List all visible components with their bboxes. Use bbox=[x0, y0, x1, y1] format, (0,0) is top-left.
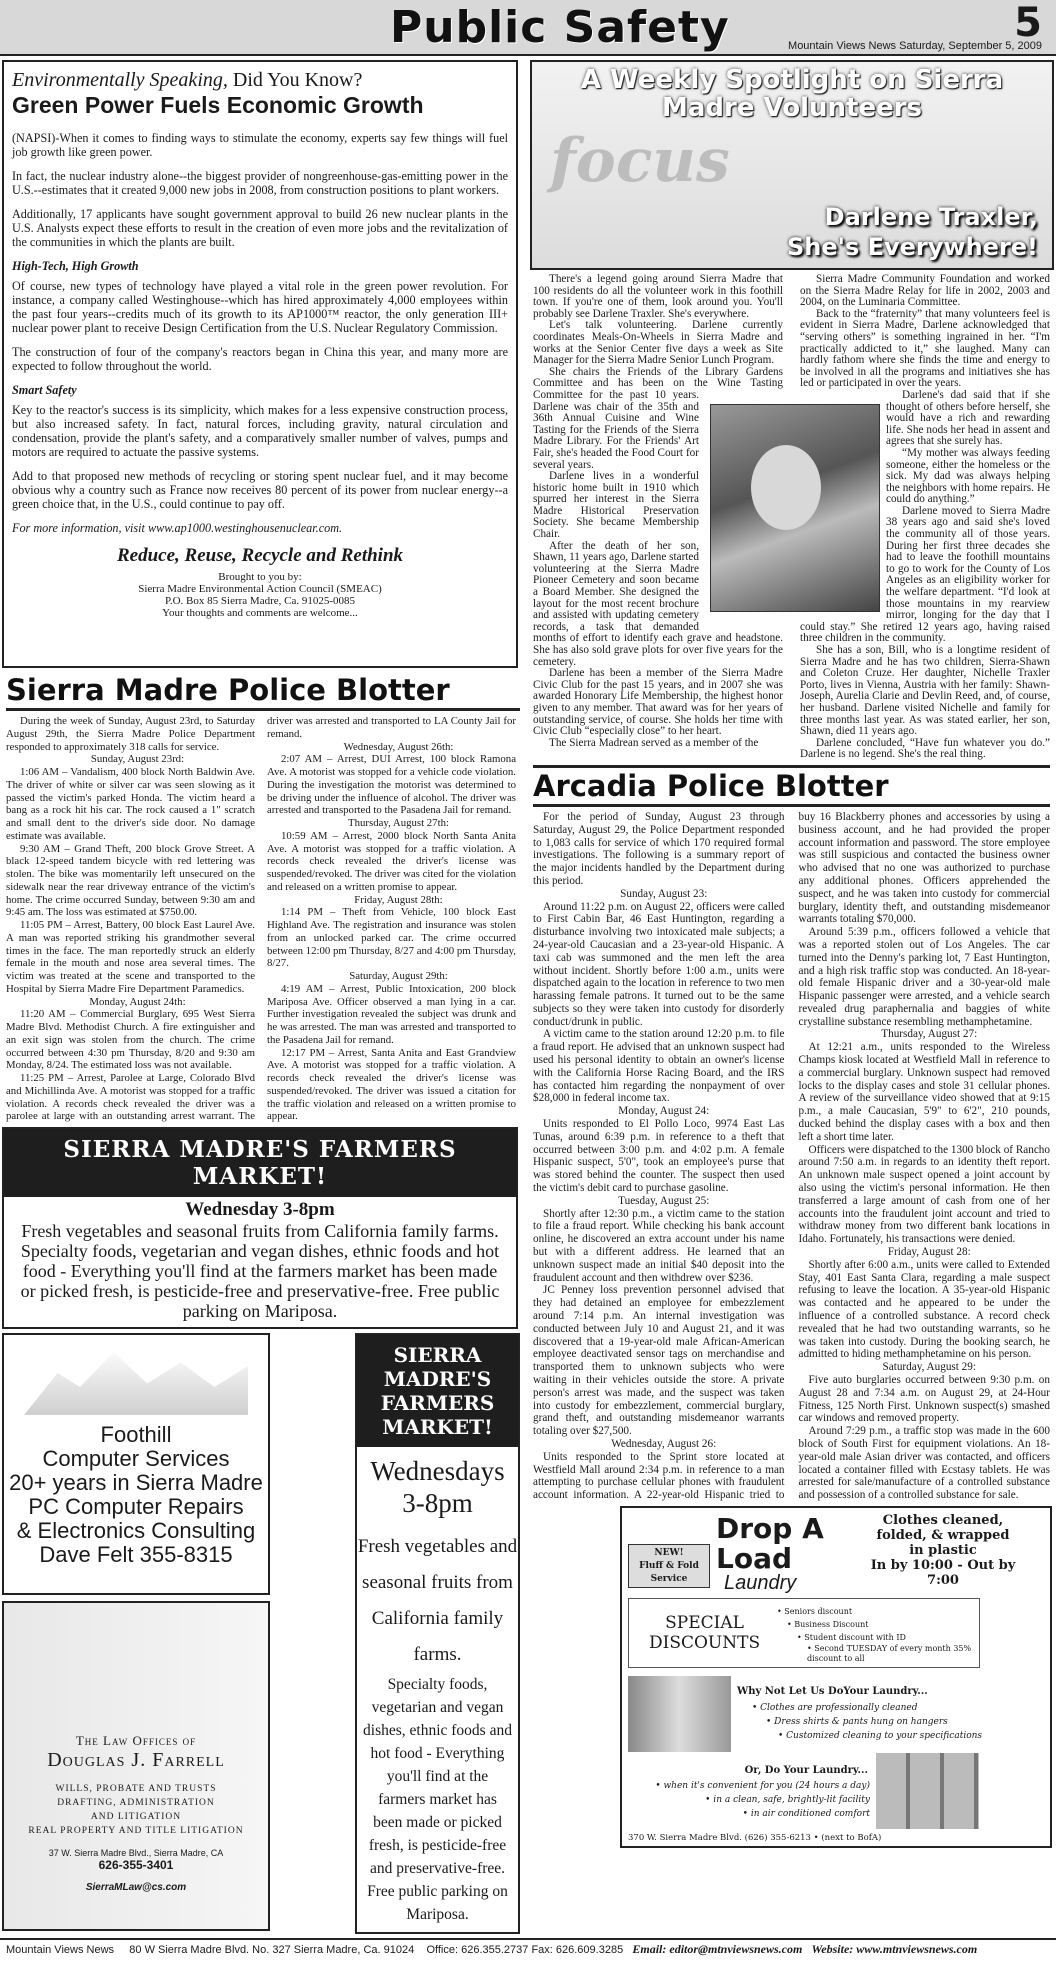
incident-paragraph: At 12:21 a.m., units responded to the Wireless Champs kiosk located at Westfield Mall in reference to a commercial burglary. Unknown suspect had removed locks to the display cases and stole 31 cellular phones. A review of the surveillance video showed that at 9:15 p.m., a male Caucasian, 5'9" to 6'2", 210 pounds, ducked behind the display cases with a box and then left a short time later. bbox=[798, 1041, 1050, 1143]
address: 37 W. Sierra Madre Blvd., Sierra Madre, CA bbox=[48, 1848, 224, 1858]
banner-tagline: A Weekly Spotlight on Sierra Madre Volunteers bbox=[580, 65, 1004, 123]
day-heading: Monday, August 24th: bbox=[89, 995, 186, 1008]
badge-line: Service bbox=[650, 1573, 688, 1584]
incident-paragraph: Around 11:22 p.m. on August 22, officers were called to First Cabin Bar, 46 East Huntington, regarding a disturbance involving two intoxicated male subjects; a 24-year-old Caucasian and a 23-year-old Hispanic. A taxi cab was summoned and the men left the area without incident. Shortly before 1:00 a.m., units were dispatched again to the location in reference to two men harassing female patrons. It turned out to be the same subjects so they were taken into custody for disorderly conduct/drunk in public. bbox=[533, 900, 785, 1028]
law-offices-label: The Law Offices of bbox=[75, 1733, 197, 1748]
green-power-article bbox=[2, 60, 518, 668]
day-heading: Friday, August 28: bbox=[887, 1246, 971, 1259]
article-paragraph: She chairs the Friends of the Library Gardens Committee and has been on the Wine Tasting Committee for the past 10 years. Darlene was chair of the 35th and 36th Annual Cuisine and Wine Tasting for the Friends of the Sierra Madre Library. For the Friends' Art Fair, she's headed the Food Court for several years. bbox=[533, 365, 783, 471]
arcadia-blotter-body bbox=[533, 811, 1050, 1502]
credit-line: P.O. Box 85 Sierra Madre, Ca. 91025-0085 bbox=[164, 595, 356, 607]
ad-line: Dave Felt 355-8315 bbox=[39, 1542, 233, 1567]
incident-paragraph: For the period of Sunday, August 23 through Saturday, August 29, the Police Department responded to 1,083 calls for service of which 170 required formal investigations. The following is a summary report of the major incidents handled by the Department during this period. bbox=[533, 810, 785, 887]
paragraph: Of course, new types of technology have played a vital role in the green power revolution. For instance, a company called Westinghouse--which has hired approximately 4,000 employees within the past four years--credits much of its growth to its AP1000™ reactor, the only generation III+ nuclear power plant to receive Design Certification from the U.S. Nuclear Regulatory Commission. bbox=[12, 279, 508, 335]
incident-paragraph: 1:14 PM – Theft from Vehicle, 100 block East Highland Ave. The registration and insurance was stolen from an unlocked parked car. The crime occurred between 12:00 pm Thursday, 8/27 and 4:00 pm Thursday, 8/27. bbox=[267, 906, 516, 970]
kicker-text: Did You Know? bbox=[227, 69, 363, 91]
laundry-ad bbox=[620, 1506, 1052, 1848]
incident-paragraph: Around 5:39 p.m., officers followed a vehicle that was a reported stolen out of Los Angeles. The car turned into the Denny's parking lot, 7 East Huntington, and a high risk traffic stop was conducted. An 18-year-old female Hispanic driver and a 30-year-old male Hispanic passenger were arrested, and a vehicle search revealed drug paraphernalia and baggies of white crystalline substance resembling methamphetamine. bbox=[798, 926, 1050, 1028]
article-paragraph: After the death of her son, Shawn, 11 years ago, Darlene started volunteering at the Sierra Madre Pioneer Cemetery and soon became a Board Member. She designed the layout for the most recent brochure and assisted with updating cemetery records, a task that demanded months of effort to identify each grave and headstone. She has also sold grave plots for over five years for the cemetery. bbox=[533, 539, 783, 668]
day-heading: Monday, August 24: bbox=[618, 1105, 710, 1118]
credit-line: Sierra Madre Environmental Action Council (SMEAC) bbox=[138, 583, 382, 595]
special-discounts-box bbox=[628, 1598, 980, 1668]
promo-line: 7:00 bbox=[927, 1572, 959, 1588]
incident-paragraph: Units responded to El Pollo Loco, 9974 East Las Tunas, around 6:39 p.m. in reference to a theft that occurred between 3:00 p.m. and 4:02 p.m. A female Hispanic suspect, 5'0", took an employee's purse that was stored behind the counter. The suspect then used the victim's debit card to purchase gasoline. bbox=[533, 1118, 785, 1195]
day-heading: Wednesday, August 26th: bbox=[343, 740, 454, 753]
darlene-article bbox=[533, 274, 1050, 761]
article-paragraph: Darlene lives in a wonderful historic home built in 1910 which spurred her interest in the Sierra Madre Historical Preservation Society. She became Membership Chair. bbox=[533, 470, 699, 541]
more-info-link[interactable]: For more information, visit www.ap1000.westinghousenuclear.com. bbox=[12, 521, 343, 535]
incident-paragraph: 11:25 PM – Arrest, Parolee at Large, Colorado Blvd and Michillinda Ave. A motorist was stopped for a traffic violation. A records check revealed the driver was a parolee at large with an outstanding arrest warrant. The driver was arrested and transported to LA County Jail for remand. bbox=[6, 715, 516, 1123]
promo-line: in plastic bbox=[909, 1542, 977, 1558]
subheading: Smart Safety bbox=[12, 383, 77, 397]
ad-line: Foothill bbox=[100, 1422, 172, 1447]
or-item: • in air conditioned comfort bbox=[742, 1808, 870, 1819]
farmers-market-vertical-ad bbox=[355, 1333, 520, 1934]
incident-paragraph: 1:06 AM – Vandalism, 400 block North Baldwin Ave. The driver of white or silver car was seen slowing as it passed the victim's parked Honda. The victim heard a bang as a rock hit his car. The rock caused a 1" scratch and small dent to the driver's side door. No damage estimate was available. bbox=[6, 766, 255, 842]
focus-banner bbox=[530, 60, 1054, 270]
why-item: • Dress shirts & pants hung on hangers bbox=[766, 1716, 948, 1727]
incident-paragraph: Units responded to the Sprint store located at Westfield Mall around 2:34 p.m. in reference to a man attempting to purchase cellular phones with fraudulent account information. A 22-year-old Hispanic tried to buy 16 Blackberry phones and accessories by using a business account, and he had provided the proper account information and password. The store employee was still suspicious and contacted the business owner who advised that no one was authorized to purchase any additional phones. Officers apprehended the suspect, and he was taken into custody for commercial burglary, identity theft, and outstanding misdemeanor warrants totaling $70,000. bbox=[533, 810, 1050, 1502]
attorney-name: Douglas J. Farrell bbox=[47, 1749, 225, 1771]
ads-row bbox=[2, 1333, 520, 1934]
paragraph: In fact, the nuclear industry alone--the biggest provider of nongreenhouse-gas-emitting power in the U.S.--estimates that it created 9,000 new jobs in 2008, from construction positions to plant workers. bbox=[12, 169, 508, 197]
day-heading: Friday, August 28th: bbox=[354, 893, 443, 906]
mountain-graphic bbox=[24, 1345, 248, 1415]
incident-paragraph: Shortly after 6:00 a.m., units were called to Extended Stay, 401 East Santa Clara, regarding a male suspect refusing to leave the location. A 35-year-old Hispanic was contacted and he appeared to be under the influence of a controlled substance. A record check revealed that he had two outstanding warrants, so he was taken into custody. During the booking search, he admitted to hiding methamphetamine on his person. bbox=[798, 1258, 1050, 1361]
credit-line: Your thoughts and comments are welcome... bbox=[162, 607, 358, 619]
incident-paragraph: 4:19 AM – Arrest, Public Intoxication, 200 block Mariposa Ave. Officer observed a man lying in a car. Further investigation revealed the subject was drunk and he was arrested. The man was arrested and transported to the Pasadena Jail for remand. bbox=[267, 982, 516, 1046]
ad-line: Computer Services bbox=[42, 1446, 230, 1471]
discount-item: • Second TUESDAY of every month 35% discount to all bbox=[807, 1643, 972, 1663]
ad-line: 20+ years in Sierra Madre bbox=[9, 1470, 263, 1495]
incident-paragraph: Around 7:29 p.m., a traffic stop was made in the 600 block of South First for equipment violations. An 18-year-old male Asian driver was contacted, and officers located a container filled with Ecstasy tablets. He was arrested for sale/manufacture of a controlled substance and possession of a controlled substance for sale. bbox=[798, 1425, 1050, 1502]
logo-text: Load bbox=[716, 1541, 793, 1575]
service-line: WILLS, PROBATE AND TRUSTS bbox=[55, 1784, 217, 1794]
washing-machines-photo bbox=[876, 1753, 979, 1829]
ad-hours: Wednesday 3-8pm bbox=[185, 1199, 335, 1220]
discount-item: • Business Discount bbox=[787, 1619, 869, 1629]
discounts-heading: DISCOUNTS bbox=[649, 1632, 761, 1653]
ad-line: PC Computer Repairs bbox=[28, 1494, 244, 1519]
day-heading: Saturday, August 29: bbox=[882, 1361, 976, 1374]
farmers-market-ad bbox=[2, 1127, 518, 1329]
headline: Darlene Traxler, bbox=[824, 203, 1038, 231]
kicker-italic: Environmentally Speaking, bbox=[12, 69, 228, 91]
day-heading: Thursday, August 27: bbox=[881, 1028, 978, 1041]
incident-paragraph: 11:05 PM – Arrest, Battery, 00 block East Laurel Ave. A man was reported striking his grandmother several times in the face. The man reportedly struck an elderly female in the mouth and nose area several times. The victim was treated at the scene and transported to the Hospital by Sierra Madre Fire Department Paramedics. bbox=[6, 919, 255, 995]
woman-photo bbox=[628, 1676, 731, 1752]
sierra-madre-blotter-title: Sierra Madre Police Blotter bbox=[6, 672, 520, 711]
headline: She's Everywhere! bbox=[786, 233, 1038, 261]
day-heading: Saturday, August 29th: bbox=[349, 970, 448, 982]
darlene-photo bbox=[710, 404, 880, 612]
footer-address: 80 W Sierra Madre Blvd. No. 327 Sierra Madre, Ca. 91024 bbox=[129, 1944, 415, 1956]
foothill-computer-ad bbox=[2, 1333, 270, 1595]
ad-title: SIERRA MADRE'S FARMERS MARKET! bbox=[4, 1129, 516, 1197]
article-paragraph: Sierra Madre Community Foundation and worked on the Sierra Madre Relay for life in 2002, 2003 and 2004, on the Luminaria Committee. bbox=[800, 273, 1050, 309]
paragraph: Additionally, 17 applicants have sought government approval to build 26 new nuclear plants in the U.S. Analysts expect these efforts to result in the creation of even more jobs and the revitalization of the communities in which the plants are built. bbox=[12, 207, 508, 249]
why-item: • Customized cleaning to your specifications bbox=[778, 1730, 983, 1741]
service-line: REAL PROPERTY AND TITLE LITIGATION bbox=[28, 1826, 244, 1836]
incident-paragraph: During the week of Sunday, August 23rd, to Saturday August 29th, the Sierra Madre Police Department responded to approximately 318 calls for service. bbox=[6, 715, 255, 753]
incident-paragraph: 10:59 AM – Arrest, 2000 block North Santa Anita Ave. A motorist was stopped for a traffic violation. A records check revealed the driver's license was suspended/revoked. The driver was cited for the violation and released on a written promise to appear. bbox=[267, 829, 516, 893]
article-paragraph: Let's talk volunteering. Darlene currently coordinates Meals-On-Wheels in Sierra Madre and works at the Senior Center five days a week as Site Manager for the Sierra Madre Senior Lunch Program. bbox=[533, 319, 783, 367]
day-heading: Sunday, August 23: bbox=[620, 887, 708, 900]
day-heading: Sunday, August 23rd: bbox=[90, 753, 185, 766]
day-heading: Tuesday, August 25: bbox=[618, 1194, 710, 1207]
incident-paragraph: 11:20 AM – Commercial Burglary, 695 West Sierra Madre Blvd. Methodist Church. A fire extinguisher and an exit sign was stolen from the church. The crime occurred between 4:30 pm Thursday, 8/20 and 9:30 am Monday, 8/24. The estimated loss was not available. bbox=[6, 1008, 255, 1072]
incident-paragraph: Five auto burglaries occurred between 9:30 p.m. on August 28 and 7:34 a.m. on August 29, at 24-Hour Fitness, 125 North First. Unknown suspect(s) smashed car windows and removed property. bbox=[798, 1374, 1050, 1425]
logo-text: Drop A bbox=[716, 1511, 824, 1545]
right-column bbox=[530, 60, 1054, 1848]
ad-line: & Electronics Consulting bbox=[16, 1518, 256, 1543]
paragraph: Key to the reactor's success is its simplicity, which makes for a less expensive construction process, but also increased safety. In fact, natural forces, including gravity, natural circulation and condensation, provide the plant's safety, and a comparatively smaller number of valves, pumps and motors are required to actuate the passive systems. bbox=[12, 403, 508, 459]
ad-body: Specialty foods, vegetarian and vegan dishes, ethnic foods and hot food - Everything you'll find at the farmers market has been made or picked fresh, is pesticide-free and preservative-free. Free public parking on Mariposa. bbox=[363, 1676, 512, 1923]
article-kicker bbox=[12, 68, 508, 92]
badge-line: NEW! bbox=[654, 1547, 684, 1558]
day-heading: Thursday, August 27th: bbox=[348, 817, 449, 829]
page-header bbox=[0, 0, 1056, 56]
badge-line: Fluff & Fold bbox=[639, 1560, 699, 1571]
article-paragraph: Darlene concluded, “Have fun whatever you do.” Darlene is no legend. She's the real thing. bbox=[800, 736, 1050, 761]
farrell-law-ad bbox=[2, 1601, 270, 1931]
paragraph: Add to that proposed new methods of recycling or storing spent nuclear fuel, and it may become obvious why a country such as France now receives 80 percent of its power from nuclear energy--a green choice that, in the U.S., could continue to pay off. bbox=[12, 469, 508, 511]
arcadia-blotter bbox=[533, 811, 1050, 1502]
article-paragraph: Darlene's dad said that if she thought of others before herself, she would have a rich and rewarding life. She nods her head in assent and agrees that she surely has. bbox=[886, 388, 1050, 448]
page-number: 5 bbox=[1014, 0, 1042, 46]
article-paragraph: Darlene moved to Sierra Madre 38 years ago and said she's loved the community all of those years. During her first three decades she had to leave the foothill mountains to go to work for the County of Los Angeles as an eligibility worker for the welfare department. “I'd look at those mountains in my rearview mirror, longing for the day that I could stay.” She retired 12 years ago, having raised three children in the community. bbox=[800, 504, 1050, 645]
arcadia-blotter-title: Arcadia Police Blotter bbox=[533, 765, 1050, 807]
ad-body: Fresh vegetables and seasonal fruits from California family farms. bbox=[357, 1536, 518, 1665]
footer-website[interactable]: Website: www.mtnviewsnews.com bbox=[811, 1942, 978, 1956]
drop-a-load-logo bbox=[628, 1511, 833, 1594]
article-title: Green Power Fuels Economic Growth bbox=[12, 92, 424, 118]
promo-line: folded, & wrapped bbox=[876, 1527, 1010, 1543]
paragraph: The construction of four of the company's reactors began in China this year, and many more are expected to follow throughout the world. bbox=[12, 345, 508, 373]
article-paragraph: “My mother was always feeding someone, either the homeless or the sick. My dad was always helping the neighbors with home repairs. He could do anything.” bbox=[886, 446, 1050, 506]
incident-paragraph: 12:17 PM – Arrest, Santa Anita and East Grandview Ave. A motorist was stopped for a traffic violation. A records check revealed the driver's license was suspended/revoked. The driver was issued a citation for the traffic violation and released on a written promise to appear. bbox=[267, 1046, 516, 1123]
footer-email[interactable]: Email: editor@mtnviewsnews.com bbox=[632, 1942, 803, 1956]
service-line: AND LITIGATION bbox=[90, 1812, 182, 1822]
ad-title: SIERRA MADRE'S FARMERS MARKET! bbox=[357, 1335, 518, 1447]
ad-body: Fresh vegetables and seasonal fruits from California family farms. Specialty foods, vegetarian and vegan dishes, ethnic foods and hot food - Everything you'll find at the farmers market has been made or picked fresh, is pesticide-free and preservative-free. Free public parking on Mariposa. bbox=[20, 1221, 500, 1321]
article-paragraph: Darlene has been a member of the Sierra Madre Civic Club for the past 15 years, and in 2007 she was awarded Honorary Life Membership, the highest honor given to any member. That award was for her years of outstanding service, of course. She holds her time with Civic Club “especially close” to her heart. bbox=[533, 667, 783, 738]
or-item: • in a clean, safe, brightly-lit facility bbox=[705, 1794, 870, 1805]
article-paragraph: The Sierra Madrean served as a member of the bbox=[549, 736, 759, 749]
discount-item: • Student discount with ID bbox=[797, 1632, 906, 1642]
discount-item: • Seniors discount bbox=[777, 1606, 853, 1616]
incident-paragraph: Shortly after 12:30 p.m., a victim came to the station to file a fraud report. While checking his bank account online, he discovered an extra account under his name but with a different address. He learned that an unknown suspect made an initial $40 deposit into the fraudulent account and then withdrew over $236. bbox=[533, 1207, 785, 1284]
service-line: DRAFTING, ADMINISTRATION bbox=[57, 1798, 215, 1808]
or-item: • when it's convenient for you (24 hours a day) bbox=[655, 1780, 870, 1791]
logo-text: Laundry bbox=[724, 1571, 797, 1594]
focus-logo: focus bbox=[550, 126, 730, 196]
credit-line: Brought to you by: bbox=[218, 571, 302, 583]
paragraph: (NAPSI)-When it comes to finding ways to stimulate the economy, experts say few things will fuel job growth like green power. bbox=[12, 131, 508, 159]
incident-paragraph: Officers were dispatched to the 1300 block of Rancho around 7:50 a.m. in regards to an identity theft report. An unknown male suspect opened a joint account by also using the victim's personal information. He then transferred a large amount of cash from one of her accounts into the fraudulent joint account and tried to withdraw money from two different bank locations in Idaho. Fortunately, his transactions were denied. bbox=[798, 1143, 1050, 1246]
left-column bbox=[2, 60, 520, 1934]
slogan: Reduce, Reuse, Recycle and Rethink bbox=[116, 545, 404, 566]
day-heading: Wednesday, August 26: bbox=[611, 1437, 717, 1450]
issue-date: Mountain Views News Saturday, September 5, 2009 bbox=[788, 40, 1042, 52]
discounts-heading: SPECIAL bbox=[665, 1612, 744, 1633]
phone: 626-355-3401 bbox=[98, 1858, 174, 1872]
incident-paragraph: JC Penney loss prevention personnel advised that they had detained an employee for embezzlement around 7:14 p.m. An internal investigation was conducted between July 10 and August 21, and it was discovered that a 19-year-old male African-American employee deactivated sensor tags on merchandise and transported them to unknown subjects who were waiting in their vehicles outside the store. A private person's arrest was made, and the suspect was taken into custody for embezzlement, commercial burglary, grand theft, and outstanding misdemeanor warrants totaling over $27,500. bbox=[533, 1284, 785, 1438]
promo-line: In by 10:00 - Out by bbox=[870, 1557, 1016, 1573]
ad-hours: Wednesdays 3-8pm bbox=[370, 1456, 505, 1518]
why-item: • Clothes are professionally cleaned bbox=[752, 1702, 918, 1713]
article-paragraph: There's a legend going around Sierra Madre that 100 residents do all the volunteer work in this foothill town. If you're one of them, look around you. You'll probably see Darlene Traxler. She's everywhere. bbox=[533, 273, 783, 320]
laundry-address: 370 W. Sierra Madre Blvd. (626) 355-6213 • (next to BofA) bbox=[628, 1832, 882, 1843]
subheading: High-Tech, High Growth bbox=[12, 259, 139, 273]
why-heading: Why Not Let Us DoYour Laundry... bbox=[737, 1685, 928, 1697]
page-body bbox=[0, 56, 1056, 1934]
incident-paragraph: 2:07 AM – Arrest, DUI Arrest, 100 block Ramona Ave. A motorist was stopped for a vehicle code violation. During the investigation the motorist was determined to be driving under the influence of alcohol. The driver was arrested and transported to the Pasadena Jail for remand. bbox=[267, 753, 516, 817]
sierra-madre-blotter-body bbox=[6, 715, 516, 1123]
or-heading: Or, Do Your Laundry... bbox=[744, 1764, 868, 1776]
section-title: Public Safety bbox=[390, 2, 730, 53]
email-link[interactable]: SierraMLaw@cs.com bbox=[85, 1882, 187, 1893]
article-paragraph: She has a son, Bill, who is a longtime resident of Sierra Madre and he has two children, Sierra-Shawn and Coleton Cruze. Her daughter, Nichelle Traxler Porto, lives in Vienna, Austria with her family: Shawn-Joseph, Aurelia Clarie and Devlin Reed, and, of course, her husband. Darlene visited Nichelle and family for three months last year. As was stated earlier, her son, Shawn, died 11 years ago. bbox=[800, 644, 1050, 738]
article-paragraph: Back to the “fraternity” that many volunteers feel is evident in Sierra Madre, Darlene acknowledged that “serving others” is something ingrained in her. “I'm practically addicted to it,” she laughed. Many can hardly fathom where she finds the time and energy to be involved in all the programs and initiatives she has led or participated in over the years. bbox=[800, 307, 1050, 390]
incident-paragraph: A victim came to the station around 12:20 p.m. to file a fraud report. He advised that an unknown suspect had used his personal identity to obtain an owner's license with the California Horse Racing Board, and the IRS has contacted him regarding the nonpayment of over $28,000 in federal income tax. bbox=[533, 1028, 785, 1105]
page-footer bbox=[0, 1938, 1056, 1959]
incident-paragraph: 9:30 AM – Grand Theft, 200 block Grove Street. A black 12-speed tandem bicycle with red lettering was stolen. The bike was momentarily left unsecured on the sidewalk near the rear driveway entrance of the victim's home. The crime occurred Sunday, between 9:30 am and 9:45 am. The loss was estimated at $750.00. bbox=[6, 842, 255, 919]
footer-paper: Mountain Views News bbox=[6, 1944, 115, 1956]
promo-line: Clothes cleaned, bbox=[882, 1512, 1004, 1528]
footer-phones: Office: 626.355.2737 Fax: 626.609.3285 bbox=[426, 1944, 624, 1956]
